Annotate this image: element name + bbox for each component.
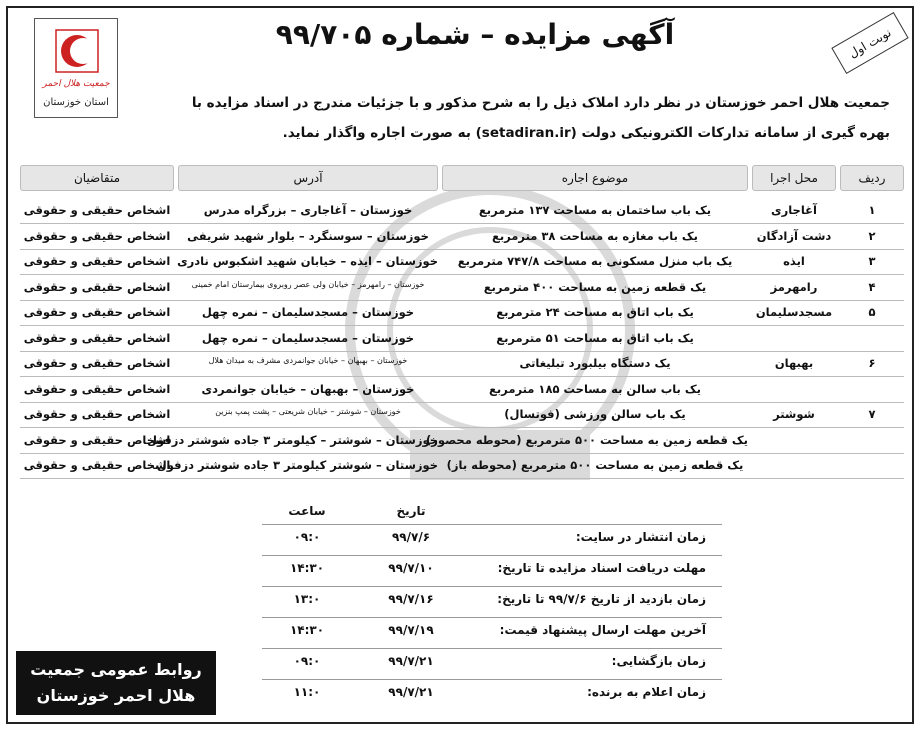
row-number: ۱ bbox=[868, 203, 876, 217]
row-separator bbox=[20, 325, 904, 326]
row-subject: یک قطعه زمین به مساحت ۵۰۰ مترمربع (محوطه محصور) bbox=[426, 432, 748, 447]
row-number: ۳ bbox=[868, 254, 876, 268]
row-address: خوزستان – مسجدسلیمان – نمره چهل bbox=[201, 305, 415, 319]
row-applicants: اشخاص حقیقی و حقوقی bbox=[23, 458, 171, 472]
pr-line-1: روابط عمومی جمعیت bbox=[30, 660, 202, 679]
schedule-date: ۹۹/۷/۱۰ bbox=[388, 561, 434, 575]
schedule-label: زمان بازدید از تاریخ ۹۹/۷/۶ تا تاریخ: bbox=[497, 592, 706, 606]
row-address: خوزستان – سوسنگرد – بلوار شهید شریفی bbox=[187, 228, 429, 243]
schedule-separator bbox=[262, 586, 722, 587]
row-address: خوزستان – ایذه – خیابان شهید اشکبوس نادری bbox=[177, 254, 438, 268]
header-subject: موضوع اجاره bbox=[442, 165, 748, 191]
row-subject: یک باب ساختمان به مساحت ۱۳۷ مترمربع bbox=[478, 203, 712, 217]
row-applicants: اشخاص حقیقی و حقوقی bbox=[23, 381, 171, 396]
row-address: خوزستان – مسجدسلیمان – نمره چهل bbox=[201, 330, 415, 345]
row-address: خوزستان – رامهرمز – خیابان ولی عصر روبروی بیمارستان امام خمینی bbox=[191, 279, 425, 289]
row-applicants: اشخاص حقیقی و حقوقی bbox=[23, 305, 171, 319]
row-applicants: اشخاص حقیقی و حقوقی bbox=[23, 407, 171, 421]
schedule-date: ۹۹/۷/۲۱ bbox=[388, 685, 434, 699]
schedule-date: ۹۹/۷/۱۹ bbox=[388, 623, 434, 637]
schedule-time: ۱۴:۳۰ bbox=[289, 561, 325, 575]
row-location: دشت آزادگان bbox=[756, 228, 832, 243]
schedule-time: ۱۱:۰ bbox=[293, 685, 321, 699]
row-address: خوزستان – آغاجاری – بزرگراه مدرس bbox=[203, 203, 413, 217]
row-separator bbox=[20, 300, 904, 301]
pr-line-2: هلال احمر خوزستان bbox=[36, 686, 196, 705]
schedule-separator bbox=[262, 555, 722, 556]
row-location: رامهرمز bbox=[770, 279, 818, 294]
schedule-date: ۹۹/۷/۲۱ bbox=[388, 654, 434, 668]
intro-paragraph: جمعیت هلال احمر خوزستان در نظر دارد املاک ذیل را به شرح مذکور و با جزئیات مندرج در اسناد مزایده با بهره گیری از سامانه تدارکات الکترونیکی دولت (setadiran.ir) به صورت اجاره واگذار نماید. bbox=[191, 95, 890, 141]
red-crescent-icon bbox=[55, 29, 99, 73]
row-number: ۲ bbox=[868, 228, 876, 243]
row-separator bbox=[20, 427, 904, 428]
schedule-separator bbox=[262, 679, 722, 680]
row-subject: یک دستگاه بیلبورد تبلیغاتی bbox=[519, 356, 671, 370]
row-separator bbox=[20, 478, 904, 479]
logo-org-name: جمعیت هلال احمر bbox=[42, 79, 110, 89]
row-subject: یک قطعه زمین به مساحت ۵۰۰ مترمربع (محوطه باز) bbox=[446, 458, 744, 472]
row-applicants: اشخاص حقیقی و حقوقی bbox=[23, 279, 171, 294]
schedule-separator bbox=[262, 648, 722, 649]
red-crescent-logo bbox=[34, 18, 118, 118]
header-address: آدرس bbox=[178, 165, 438, 191]
schedule-time-header: ساعت bbox=[288, 504, 326, 518]
row-subject: یک باب منزل مسکونی به مساحت ۷۴۷/۸ مترمربع bbox=[457, 254, 733, 268]
row-separator bbox=[20, 249, 904, 250]
row-subject: یک باب مغازه به مساحت ۳۸ مترمربع bbox=[491, 228, 698, 243]
page-title: آگهی مزایده – شماره ۹۹/۷۰۵ bbox=[275, 18, 675, 51]
row-separator bbox=[20, 274, 904, 275]
row-applicants: اشخاص حقیقی و حقوقی bbox=[23, 432, 171, 447]
schedule-separator bbox=[262, 617, 722, 618]
schedule-label: آخرین مهلت ارسال پیشنهاد قیمت: bbox=[499, 623, 706, 637]
row-subject: یک باب سالن به مساحت ۱۸۵ مترمربع bbox=[489, 381, 701, 396]
schedule-label: مهلت دریافت اسناد مزایده تا تاریخ: bbox=[497, 561, 706, 575]
row-applicants: اشخاص حقیقی و حقوقی bbox=[23, 356, 171, 370]
row-location: بهبهان bbox=[774, 356, 814, 370]
row-separator bbox=[20, 351, 904, 352]
row-location: آغاجاری bbox=[771, 203, 817, 217]
public-relations-signature bbox=[16, 651, 216, 715]
schedule-date-header: تاریخ bbox=[396, 504, 426, 518]
row-address: خوزستان – شوشتر – کیلومتر ۳ جاده شوشتر دزفول bbox=[147, 432, 438, 447]
schedule-time: ۰۹:۰ bbox=[293, 530, 321, 544]
header-row-number: ردیف bbox=[840, 165, 904, 191]
row-address: خوزستان – بهبهان – خیابان جوانمردی مشرف به میدان هلال bbox=[208, 356, 408, 365]
row-address: خوزستان – بهبهان – خیابان جوانمردی bbox=[201, 381, 415, 396]
row-applicants: اشخاص حقیقی و حقوقی bbox=[23, 228, 171, 243]
row-subject: یک باب سالن ورزشی (فوتسال) bbox=[504, 407, 686, 421]
row-number: ۶ bbox=[868, 356, 876, 370]
row-subject: یک باب اتاق به مساحت ۲۴ مترمربع bbox=[496, 305, 694, 319]
row-separator bbox=[20, 223, 904, 224]
schedule-date: ۹۹/۷/۱۶ bbox=[388, 592, 434, 606]
logo-province: استان خوزستان bbox=[43, 97, 109, 108]
row-applicants: اشخاص حقیقی و حقوقی bbox=[23, 330, 171, 345]
schedule-separator bbox=[262, 524, 722, 525]
row-number: ۵ bbox=[868, 305, 876, 319]
row-location: مسجدسلیمان bbox=[755, 305, 833, 319]
schedule-label: زمان انتشار در سایت: bbox=[575, 530, 706, 544]
row-number: ۷ bbox=[868, 407, 876, 421]
row-subject: یک قطعه زمین به مساحت ۴۰۰ مترمربع bbox=[483, 279, 707, 294]
row-separator bbox=[20, 402, 904, 403]
row-separator bbox=[20, 376, 904, 377]
header-location: محل اجرا bbox=[752, 165, 836, 191]
row-address: خوزستان – شوشتر – خیابان شریعتی – پشت پمپ بنزین bbox=[215, 407, 401, 416]
schedule-label: زمان بازگشایی: bbox=[611, 654, 706, 668]
row-location: شوشتر bbox=[773, 407, 815, 421]
row-address: خوزستان – شوشتر کیلومتر ۳ جاده شوشتر دزفول bbox=[156, 458, 438, 472]
schedule-time: ۱۳:۰ bbox=[293, 592, 321, 606]
schedule-date: ۹۹/۷/۶ bbox=[391, 530, 431, 544]
first-round-stamp: نوبت اول bbox=[831, 12, 908, 74]
schedule-time: ۰۹:۰ bbox=[293, 654, 321, 668]
row-subject: یک باب اتاق به مساحت ۵۱ مترمربع bbox=[496, 330, 694, 345]
row-number: ۴ bbox=[868, 279, 876, 294]
row-applicants: اشخاص حقیقی و حقوقی bbox=[23, 203, 171, 217]
row-separator bbox=[20, 453, 904, 454]
row-location: ایذه bbox=[783, 254, 805, 268]
schedule-time: ۱۴:۳۰ bbox=[289, 623, 325, 637]
row-applicants: اشخاص حقیقی و حقوقی bbox=[23, 254, 171, 268]
header-applicants: متقاضیان bbox=[20, 165, 174, 191]
schedule-label: زمان اعلام به برنده: bbox=[587, 685, 706, 699]
